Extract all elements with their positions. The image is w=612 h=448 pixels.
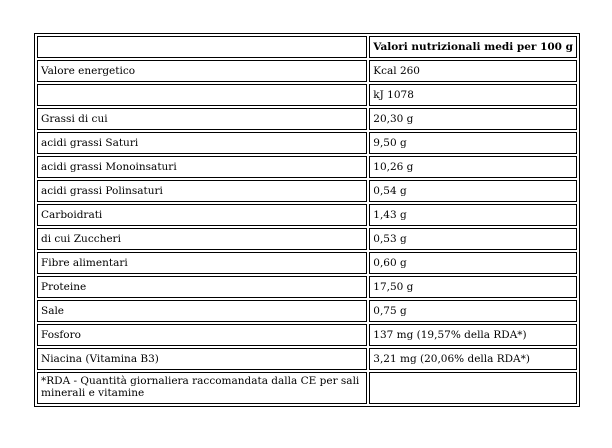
nutrient-value: 0,75 g — [369, 300, 577, 322]
nutrition-table — [34, 33, 580, 407]
nutrient-label: Niacina (Vitamina B3) — [37, 348, 367, 370]
table-row — [37, 180, 577, 202]
table-row — [37, 156, 577, 178]
table-row — [37, 348, 577, 370]
table-header-row — [37, 36, 577, 58]
nutrient-value: 9,50 g — [369, 132, 577, 154]
footnote-empty-cell — [369, 372, 577, 404]
nutrient-value: 0,54 g — [369, 180, 577, 202]
table-row — [37, 108, 577, 130]
nutrient-label: Carboidrati — [37, 204, 367, 226]
nutrient-label: Fibre alimentari — [37, 252, 367, 274]
nutrient-label: acidi grassi Polinsaturi — [37, 180, 367, 202]
header-cell-label — [37, 36, 367, 58]
nutrient-value: 0,53 g — [369, 228, 577, 250]
nutrient-value: 3,21 mg (20,06% della RDA*) — [369, 348, 577, 370]
nutrient-label: Valore energetico — [37, 60, 367, 82]
nutrient-label: Grassi di cui — [37, 108, 367, 130]
header-cell-value: Valori nutrizionali medi per 100 g — [369, 36, 577, 58]
table-row — [37, 84, 577, 106]
nutrient-value: 1,43 g — [369, 204, 577, 226]
nutrient-label: Fosforo — [37, 324, 367, 346]
table-row — [37, 300, 577, 322]
table-row — [37, 228, 577, 250]
nutrient-value: Kcal 260 — [369, 60, 577, 82]
table-row — [37, 252, 577, 274]
table-row — [37, 324, 577, 346]
nutrient-label: Sale — [37, 300, 367, 322]
footnote-row — [37, 372, 577, 404]
nutrient-value: 10,26 g — [369, 156, 577, 178]
nutrient-value: 137 mg (19,57% della RDA*) — [369, 324, 577, 346]
nutrient-label: di cui Zuccheri — [37, 228, 367, 250]
nutrient-value: 0,60 g — [369, 252, 577, 274]
table-row — [37, 60, 577, 82]
nutrient-value: 20,30 g — [369, 108, 577, 130]
nutrient-label: acidi grassi Saturi — [37, 132, 367, 154]
nutrient-value: 17,50 g — [369, 276, 577, 298]
footnote-text: *RDA - Quantità giornaliera raccomandata dalla CE per sali minerali e vitamine — [37, 372, 367, 404]
nutrient-label: acidi grassi Monoinsaturi — [37, 156, 367, 178]
nutrient-label: Proteine — [37, 276, 367, 298]
table-row — [37, 276, 577, 298]
table-row — [37, 132, 577, 154]
nutrient-label — [37, 84, 367, 106]
table-row — [37, 204, 577, 226]
nutrient-value: kJ 1078 — [369, 84, 577, 106]
